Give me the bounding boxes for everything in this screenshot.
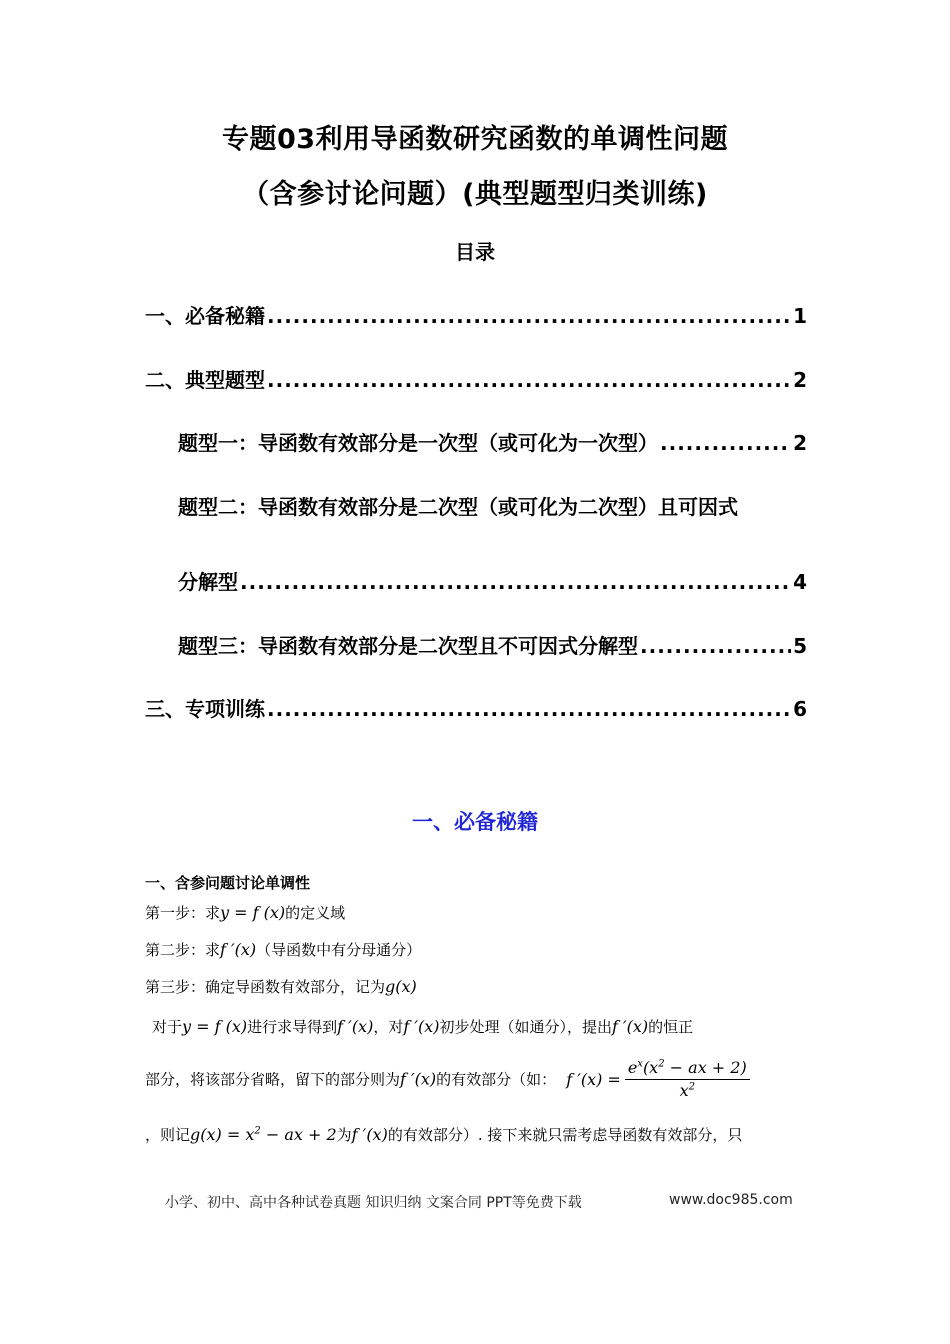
toc-entry-label: 题型三：导函数有效部分是二次型且不可因式分解型 xyxy=(178,634,638,658)
toc-entry-type1[interactable] xyxy=(178,427,807,456)
math-expression: $g(x) = x^2$ − ax + 2 xyxy=(190,1125,337,1144)
paragraph-line-1: 对于y = f (x)进行求导得到f ′(x)，对f ′(x)初步处理（如通分），提出f ′(x)的恒正 xyxy=(152,1017,694,1036)
footer-link[interactable]: www.doc985.com xyxy=(669,1192,793,1208)
math-expression: f ′(x) xyxy=(612,1017,649,1036)
toc-entry-label: 分解型 xyxy=(178,570,238,594)
math-expression: y = f (x) xyxy=(220,903,286,922)
toc-leader-dots xyxy=(267,697,791,721)
math-expression: y = f (x) xyxy=(182,1017,248,1036)
step-1: 第一步：求y = f (x)的定义域 xyxy=(145,903,346,922)
toc-entry-label: 一、必备秘籍 xyxy=(145,304,265,328)
toc-entry-label: 二、典型题型 xyxy=(145,368,265,392)
step-3: 第三步：确定导函数有效部分，记为g(x) xyxy=(145,977,417,996)
toc-entry-type3[interactable] xyxy=(178,630,807,659)
math-expression: f ′(x) = xyxy=(566,1069,621,1089)
paragraph-line-2: 部分，将该部分省略，留下的部分则为f ′(x)的有效部分（如： f ′(x) = $\frac{e^x(x^2 - ax + 2)}{x^2}$ xyxy=(145,1058,750,1100)
toc-entry-typical[interactable] xyxy=(145,364,807,393)
toc-entry-label: 题型一：导函数有效部分是一次型（或可化为一次型） xyxy=(178,431,658,455)
section-title: 一、必备秘籍 xyxy=(412,810,538,834)
toc-entry-training[interactable] xyxy=(145,693,807,722)
paragraph-line-3: ，则记$g(x) = x^2$ − ax + 2为f ′(x)的有效部分）. 接下来就只需考虑导函数有效部分，只 xyxy=(145,1125,743,1144)
math-expression: f ′(x) xyxy=(400,1069,437,1089)
toc-entry-page: 5 xyxy=(793,634,807,658)
math-expression: f ′(x) xyxy=(351,1125,388,1144)
toc-entry-label: 三、专项训练 xyxy=(145,697,265,721)
toc-entry-page: 4 xyxy=(793,570,807,594)
toc-leader-dots xyxy=(640,634,791,658)
fraction: $\frac{e^x(x^2 - ax + 2)}{x^2}$ xyxy=(625,1058,750,1100)
toc-entry-secrets[interactable] xyxy=(145,300,807,329)
toc-entry-label: 题型二：导函数有效部分是二次型（或可化为二次型）且可因式 xyxy=(178,495,738,519)
toc-leader-dots xyxy=(660,431,791,455)
doc-title-line1: 专题03利用导函数研究函数的单调性问题 xyxy=(221,124,729,155)
toc-leader-dots xyxy=(267,368,791,392)
toc-entry-page: 1 xyxy=(793,304,807,328)
toc-entry-page: 2 xyxy=(793,368,807,392)
doc-title-line2: （含参讨论问题）(典型题型归类训练) xyxy=(242,179,708,210)
subheading: 一、含参问题讨论单调性 xyxy=(145,874,311,892)
math-expression: f ′(x) xyxy=(220,940,257,959)
math-expression: f ′(x) xyxy=(403,1017,440,1036)
toc-entry-page: 2 xyxy=(793,431,807,455)
step-2: 第二步：求f ′(x)（导函数中有分母通分） xyxy=(145,940,422,959)
footer-text: 小学、初中、高中各种试卷真题 知识归纳 文案合同 PPT等免费下载 xyxy=(165,1195,582,1211)
toc-leader-dots xyxy=(267,304,791,328)
math-expression: f ′(x) xyxy=(337,1017,374,1036)
toc-entry-type2-cont[interactable] xyxy=(178,566,807,595)
toc-heading: 目录 xyxy=(455,240,495,264)
math-expression: g(x) xyxy=(385,977,417,996)
toc-entry-page: 6 xyxy=(793,697,807,721)
toc-leader-dots xyxy=(240,570,791,594)
toc-entry-type2[interactable] xyxy=(178,491,807,520)
